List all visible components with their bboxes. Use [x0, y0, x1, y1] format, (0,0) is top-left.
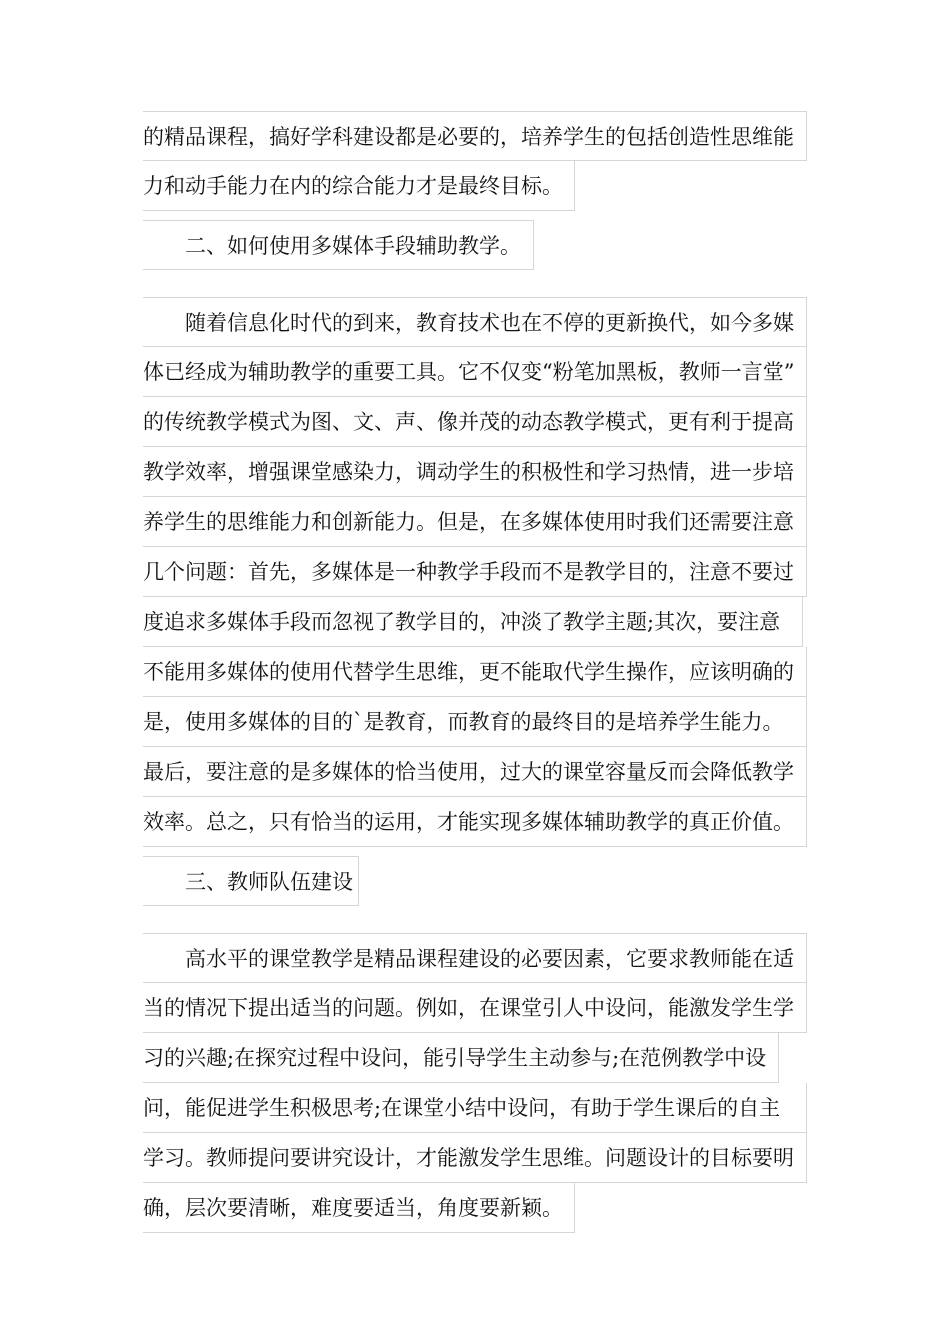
- paragraph-multimedia: [143, 297, 807, 847]
- text-line: 体已经成为辅助教学的重要工具。它不仅变“粉笔加黑板，教师一言堂”: [143, 347, 807, 397]
- text-line: 的精品课程，搞好学科建设都是必要的，培养学生的包括创造性思维能: [143, 111, 807, 161]
- text-line: 高水平的课堂教学是精品课程建设的必要因素，它要求教师能在适: [143, 933, 807, 983]
- text-line: 效率。总之，只有恰当的运用，才能实现多媒体辅助教学的真正价值。: [143, 797, 807, 847]
- text-line: 力和动手能力在内的综合能力才是最终目标。: [143, 161, 575, 211]
- section-heading-text: 三、教师队伍建设: [143, 856, 359, 906]
- text-line: 教学效率，增强课堂感染力，调动学生的积极性和学习热情，进一步培: [143, 447, 807, 497]
- section-heading-multimedia: [143, 220, 534, 270]
- section-heading-teachers: [143, 856, 359, 906]
- text-line: 学习。教师提问要讲究设计，才能激发学生思维。问题设计的目标要明: [143, 1133, 807, 1183]
- text-line: 当的情况下提出适当的问题。例如，在课堂引人中设问，能激发学生学: [143, 983, 807, 1033]
- text-line: 随着信息化时代的到来，教育技术也在不停的更新换代，如今多媒: [143, 297, 807, 347]
- text-line: 的传统教学模式为图、文、声、像并茂的动态教学模式，更有利于提高: [143, 397, 807, 447]
- section-heading-text: 二、如何使用多媒体手段辅助教学。: [143, 220, 534, 270]
- text-line: 养学生的思维能力和创新能力。但是，在多媒体使用时我们还需要注意: [143, 497, 807, 547]
- text-line: 确，层次要清晰，难度要适当，角度要新颖。: [143, 1183, 575, 1233]
- paragraph-teachers: [143, 933, 807, 1233]
- text-line: 不能用多媒体的使用代替学生思维，更不能取代学生操作，应该明确的: [143, 647, 807, 697]
- text-line: 问，能促进学生积极思考;在课堂小结中设问，有助于学生课后的自主: [143, 1083, 807, 1133]
- text-line: 最后，要注意的是多媒体的恰当使用，过大的课堂容量反而会降低教学: [143, 747, 807, 797]
- text-line: 习的兴趣;在探究过程中设问，能引导学生主动参与;在范例教学中设: [143, 1033, 779, 1083]
- paragraph-continuation: [143, 111, 807, 211]
- text-line: 几个问题：首先，多媒体是一种教学手段而不是教学目的，注意不要过: [143, 547, 807, 597]
- text-line: 是，使用多媒体的目的`是教育，而教育的最终目的是培养学生能力。: [143, 697, 807, 747]
- text-line: 度追求多媒体手段而忽视了教学目的，冲淡了教学主题;其次，要注意: [143, 597, 803, 647]
